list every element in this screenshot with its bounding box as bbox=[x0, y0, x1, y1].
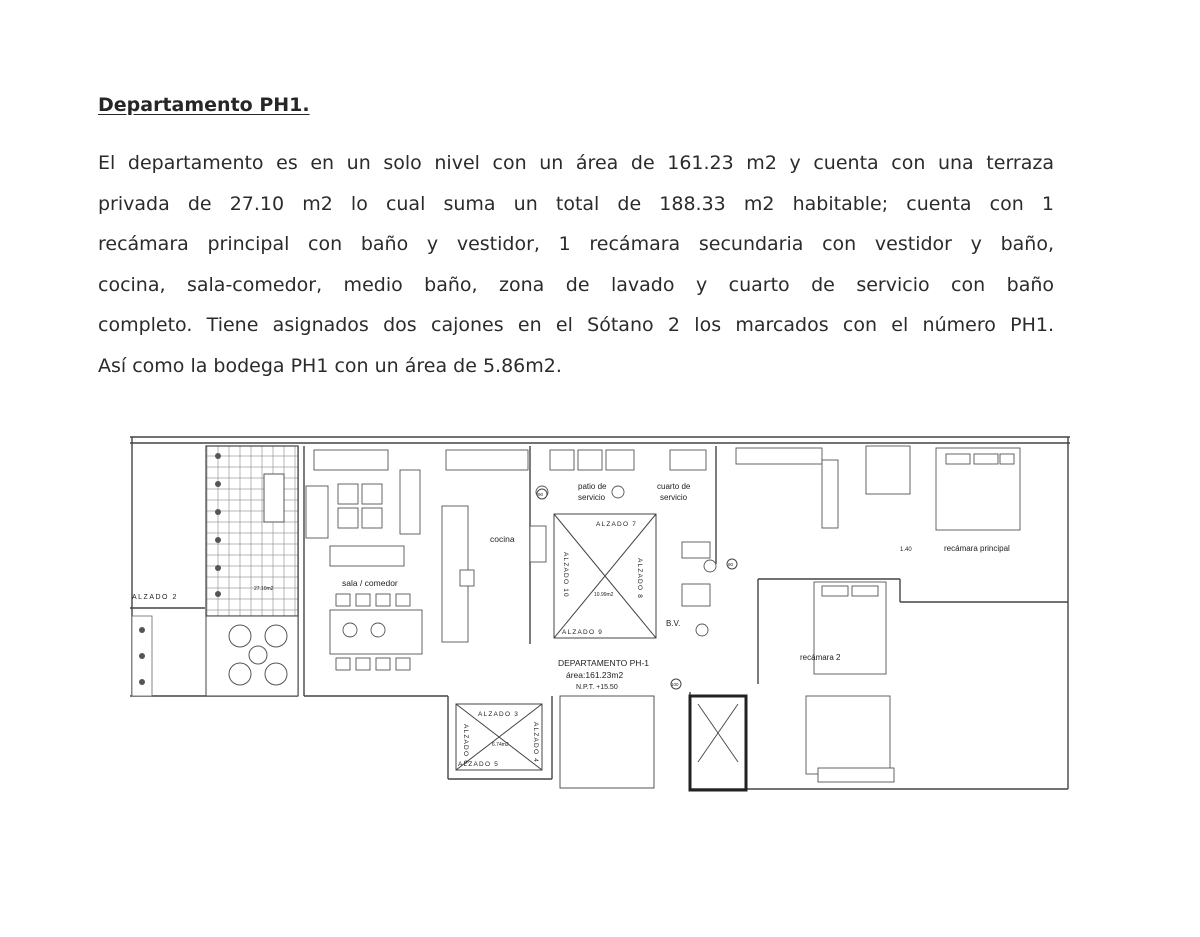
paragraph-line: completo. Tiene asignados dos cajones en el Sótano 2 los marcados con el número PH1. bbox=[98, 314, 1054, 336]
label-alzado-5: ALZADO 5 bbox=[458, 761, 500, 768]
label-bv: B.V. bbox=[666, 619, 681, 628]
label-unit-title: DEPARTAMENTO PH-1 bbox=[558, 658, 649, 668]
floor-plan-drawing bbox=[130, 434, 1070, 794]
label-alzado-3: ALZADO 3 bbox=[478, 711, 520, 718]
living-dining-furniture bbox=[306, 450, 422, 670]
master-bedroom-furniture bbox=[736, 446, 1020, 530]
door-tag: 100 bbox=[671, 682, 679, 687]
paragraph-line: El departamento es en un solo nivel con un área de 161.23 m2 y cuenta con una terraza bbox=[98, 152, 1054, 174]
label-cuarto-line1: cuarto de bbox=[657, 482, 691, 491]
door-tag: 90 bbox=[538, 492, 544, 497]
label-cuarto-line2: servicio bbox=[660, 493, 688, 502]
label-alzado-10: ALZADO 10 bbox=[562, 552, 569, 598]
label-unit-area: área:161.23m2 bbox=[566, 670, 624, 680]
label-void2-area: 6.74m2 bbox=[492, 742, 509, 748]
label-sala-comedor: sala / comedor bbox=[342, 578, 398, 588]
paragraph-line: recámara principal con baño y vestidor, 1 recámara secundaria con vestidor y baño, bbox=[98, 233, 1054, 255]
label-recamara-2: recámara 2 bbox=[800, 653, 841, 662]
label-alzado-7: ALZADO 7 bbox=[596, 521, 638, 528]
label-cocina: cocina bbox=[490, 534, 515, 544]
label-patio-line2: servicio bbox=[578, 493, 606, 502]
service-area-fixtures bbox=[536, 450, 716, 636]
door-tag: 80 bbox=[728, 562, 734, 567]
stairs-elevator bbox=[560, 696, 746, 790]
paragraph-line: cocina, sala-comedor, medio baño, zona de lavado y cuarto de servicio con baño bbox=[98, 273, 1054, 296]
description-paragraph bbox=[98, 143, 1054, 386]
terrace bbox=[132, 446, 298, 696]
document-heading: Departamento PH1. bbox=[98, 94, 310, 116]
label-terrace-area: 27.10m2 bbox=[254, 586, 274, 592]
label-patio-line1: patio de bbox=[578, 482, 607, 491]
paragraph-line: privada de 27.10 m2 lo cual suma un total de 188.33 m2 habitable; cuenta con 1 bbox=[98, 192, 1054, 215]
second-bedroom-furniture bbox=[806, 582, 894, 782]
label-void-area: 10.99m2 bbox=[594, 592, 614, 598]
label-alzado-9: ALZADO 9 bbox=[562, 629, 604, 636]
label-recamara-principal: recámara principal bbox=[944, 544, 1010, 553]
label-alzado-4: ALZADO 4 bbox=[532, 722, 539, 764]
paragraph-line: Así como la bodega PH1 con un área de 5.86m2. bbox=[98, 354, 562, 377]
label-alzado-6: ALZADO 6 bbox=[462, 724, 469, 766]
floor-plan bbox=[130, 434, 1070, 794]
label-dim-140: 1.40 bbox=[900, 547, 912, 553]
label-alzado-8: ALZADO 8 bbox=[636, 558, 643, 600]
label-alzado-2: ALZADO 2 bbox=[132, 594, 178, 601]
label-unit-npt: N.P.T. +15.50 bbox=[576, 684, 618, 691]
